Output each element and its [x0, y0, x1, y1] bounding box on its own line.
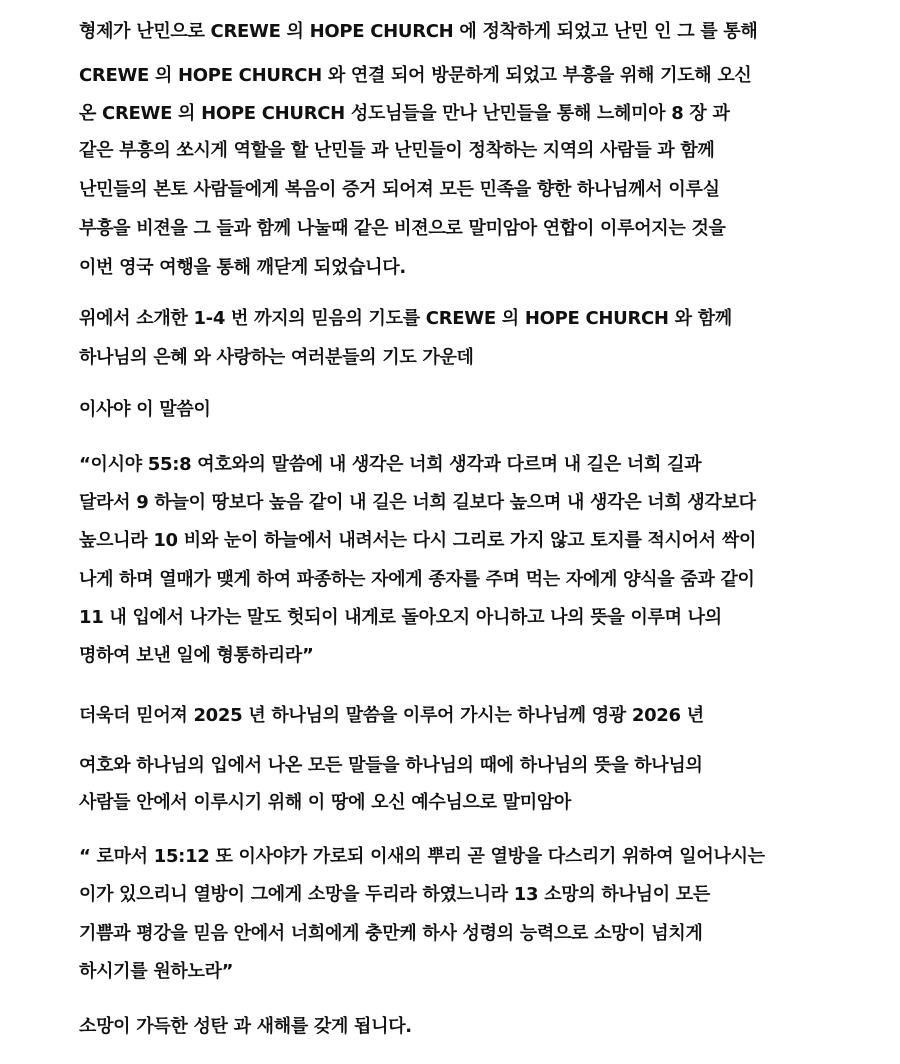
paragraph3: 이사야 이 말씀이	[79, 399, 211, 420]
paragraph1-line-2: CREWE 의 HOPE CHURCH 와 연결 되어 방문하게 되었고 부흥을 위해 기도해 오신	[79, 65, 752, 86]
paragraph5-line-2: 사람들 안에서 이루시기 위해 이 땅에 오신 예수님으로 말미암아	[79, 792, 572, 813]
paragraph2-line-2: 하나님의 은혜 와 사랑하는 여러분들의 기도 가운데	[79, 347, 474, 368]
quote2-line-3: 기쁨과 평강을 믿음 안에서 너희에게 충만케 하사 성령의 능력으로 소망이 넘치게	[79, 923, 703, 944]
paragraph1-line-5: 난민들의 본토 사람들에게 복음이 증거 되어져 모든 민족을 향한 하나님께서 이루실	[79, 179, 720, 200]
quote1-line-2: 달라서 9 하늘이 땅보다 높음 같이 내 길은 너희 길보다 높으며 내 생각은 너희 생각보다	[79, 492, 756, 513]
paragraph1-line-1: 형제가 난민으로 CREWE 의 HOPE CHURCH 에 정착하게 되었고 난민 인 그 를 통해	[79, 21, 758, 42]
paragraph1-line-7: 이번 영국 여행을 통해 깨닫게 되었습니다.	[79, 257, 406, 278]
quote2-line-2: 이가 있으리니 열방이 그에게 소망을 두리라 하였느니라 13 소망의 하나님이 모든	[79, 884, 710, 905]
quote1-line-3: 높으니라 10 비와 눈이 하늘에서 내려서는 다시 그리로 가지 않고 토지를 적시어서 싹이	[79, 530, 757, 551]
paragraph1-line-3: 온 CREWE 의 HOPE CHURCH 성도님들을 만나 난민들을 통해 느헤미아 8 장 과	[79, 103, 730, 124]
quote2-line-4: 하시기를 원하노라”	[79, 961, 234, 982]
paragraph1-line-4: 같은 부흥의 쏘시게 역할을 할 난민들 과 난민들이 정착하는 지역의 사람들 과 함께	[79, 140, 715, 161]
quote1-line-4: 나게 하며 열매가 맺게 하여 파종하는 자에게 종자를 주며 먹는 자에게 양식을 줌과 같이	[79, 569, 755, 590]
paragraph5-line-1: 여호와 하나님의 입에서 나온 모든 말들을 하나님의 때에 하나님의 뜻을 하나님의	[79, 755, 703, 776]
quote1-line-5: 11 내 입에서 나가는 말도 헛되이 내게로 돌아오지 아니하고 나의 뜻을 이루며 나의	[79, 607, 722, 628]
quote1-line-1: “이시야 55:8 여호와의 말씀에 내 생각은 너희 생각과 다르며 내 길은 너희 길과	[79, 454, 702, 475]
quote2-line-1: “ 로마서 15:12 또 이사야가 가로되 이새의 뿌리 곧 열방을 다스리기 위하여 일어나시는	[79, 846, 765, 867]
closing-line: 소망이 가득한 성탄 과 새해를 갖게 됩니다.	[79, 1016, 412, 1037]
paragraph2-line-1: 위에서 소개한 1-4 번 까지의 믿음의 기도를 CREWE 의 HOPE CHURCH 와 함께	[79, 308, 732, 329]
paragraph4: 더욱더 믿어져 2025 년 하나님의 말씀을 이루어 가시는 하나님께 영광 2026 년	[79, 705, 704, 726]
quote1-line-6: 명하여 보낸 일에 형통하리라”	[79, 645, 314, 666]
paragraph1-line-6: 부흥을 비젼을 그 들과 함께 나눌때 같은 비젼으로 말미암아 연합이 이루어지는 것을	[79, 218, 726, 239]
